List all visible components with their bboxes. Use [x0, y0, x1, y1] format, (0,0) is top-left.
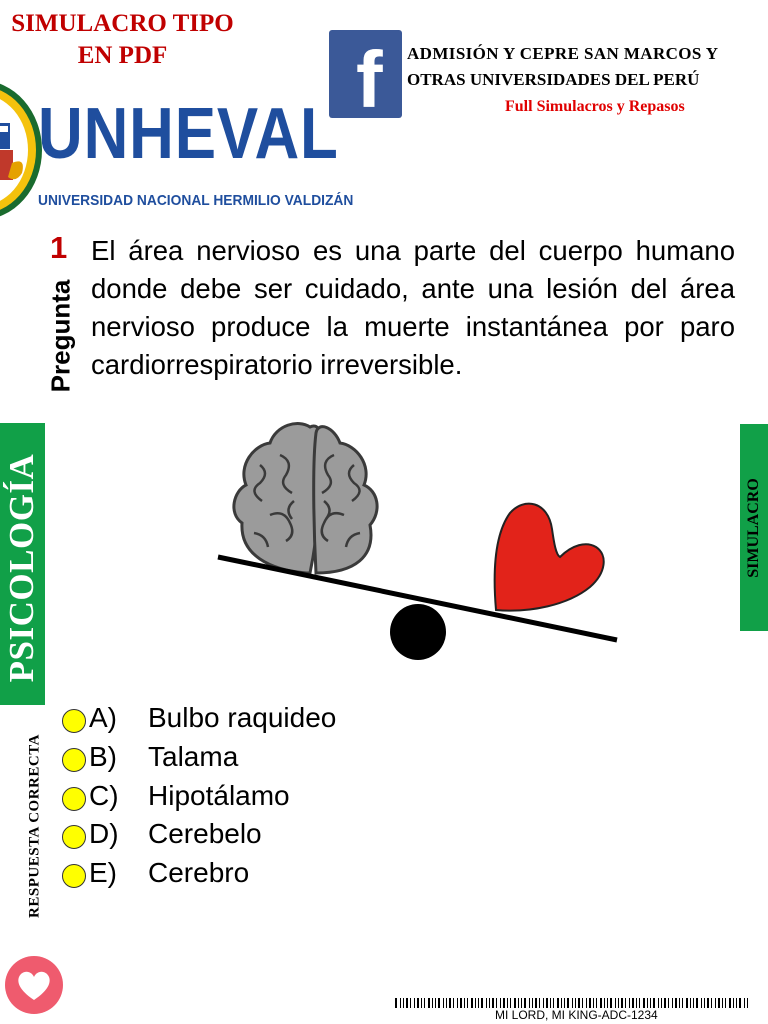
- simulacro-title: [10, 8, 235, 72]
- facebook-icon[interactable]: [329, 30, 402, 124]
- option-text: Bulbo raquideo: [148, 702, 337, 733]
- option-c[interactable]: [60, 777, 380, 815]
- heart-shape: [495, 504, 604, 611]
- question-label: Pregunta: [45, 279, 76, 393]
- option-letter: E): [89, 857, 117, 888]
- brand-tagline: Full Simulacros y Repasos: [505, 98, 685, 115]
- heart-icon[interactable]: [5, 956, 63, 1014]
- barcode: [395, 998, 750, 1008]
- heart-glyph: [5, 956, 63, 1014]
- option-letter: B): [89, 741, 117, 772]
- option-text: Hipotálamo: [148, 780, 290, 811]
- option-text: Cerebro: [148, 857, 250, 888]
- question-text: El área nervioso es una parte del cuerpo humano donde debe ser cuidado, ante una lesión del área nervioso produce la muerte instantánea por paro cardiorrespiratorio irreversible.: [91, 235, 735, 380]
- subject-tab-label: PSICOLOGÍA: [2, 453, 41, 683]
- option-e[interactable]: [60, 854, 380, 892]
- answer-label: RESPUESTA CORRECTA: [26, 734, 43, 918]
- option-radio-icon[interactable]: [62, 748, 86, 772]
- simulacro-tab-label: SIMULACRO: [745, 478, 762, 578]
- university-subtitle: UNIVERSIDAD NACIONAL HERMILIO VALDIZÁN: [38, 192, 354, 209]
- brain-icon: [234, 424, 377, 573]
- option-letter: A): [89, 702, 117, 733]
- simulacro-title-line2: EN PDF: [77, 42, 168, 69]
- option-letter: C): [89, 780, 119, 811]
- option-radio-icon[interactable]: [62, 709, 86, 733]
- option-letter: D): [89, 818, 119, 849]
- option-radio-icon[interactable]: [62, 864, 86, 888]
- option-radio-icon[interactable]: [62, 787, 86, 811]
- question-number: 1: [50, 230, 68, 265]
- option-d[interactable]: [60, 815, 380, 853]
- brand-line-2: OTRAS UNIVERSIDADES DEL PERÚ: [407, 70, 700, 89]
- option-radio-icon[interactable]: [62, 825, 86, 849]
- seesaw-fulcrum: [390, 604, 446, 660]
- brain-heart-seesaw-illustration: [210, 405, 655, 670]
- facebook-letter: f: [356, 35, 383, 124]
- option-b[interactable]: [60, 738, 380, 776]
- option-a[interactable]: [60, 699, 380, 737]
- simulacro-title-line1: SIMULACRO TIPO: [11, 10, 234, 37]
- footer-code: MI LORD, MI KING-ADC-1234: [495, 1008, 658, 1022]
- brand-line-1: ADMISIÓN Y CEPRE SAN MARCOS Y: [407, 44, 719, 63]
- university-name: UNHEVAL: [38, 94, 339, 174]
- option-text: Talama: [148, 741, 239, 772]
- option-text: Cerebelo: [148, 818, 262, 849]
